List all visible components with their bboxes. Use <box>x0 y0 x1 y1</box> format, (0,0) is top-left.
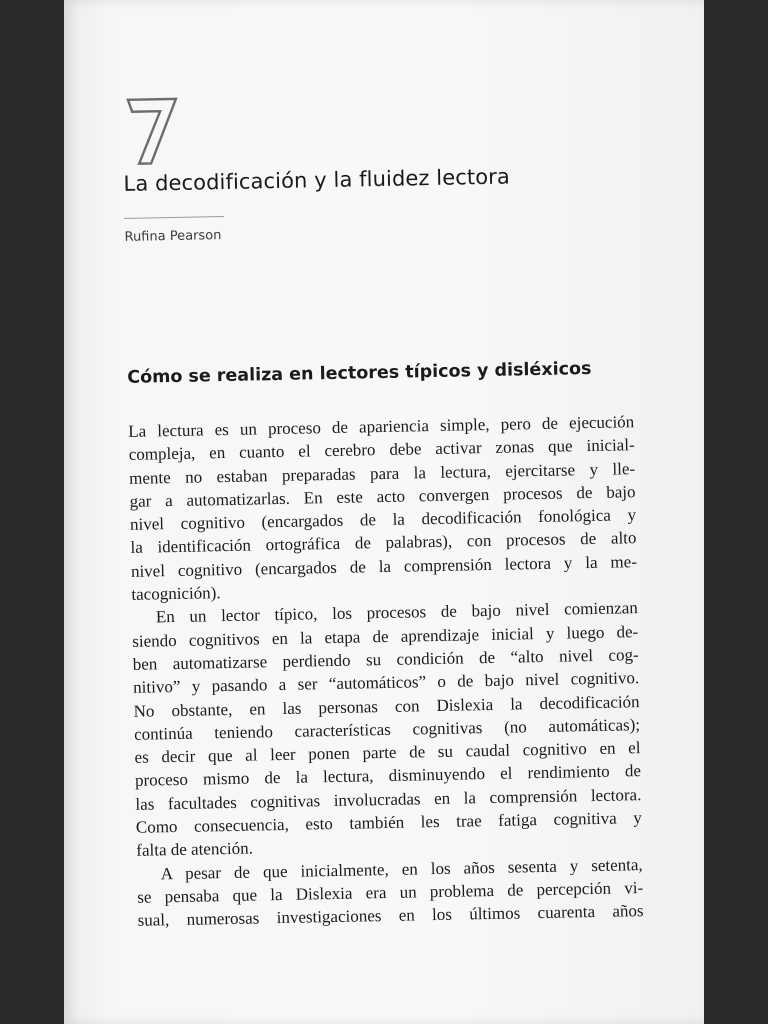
text-line: gar a automatizarlas. En este acto convergen procesos de bajo <box>129 482 636 511</box>
body-text <box>128 410 644 932</box>
text-line: es decir que al leer ponen parte de su caudal cognitivo en el <box>134 738 641 767</box>
text-line: proceso mismo de la lectura, disminuyendo el rendimiento de <box>134 761 642 791</box>
text-line: mente no estaban preparadas para la lectura, ejercitarse y lle- <box>128 458 636 488</box>
section-heading: Cómo se realiza en lectores típicos y disléxicos <box>127 358 592 388</box>
text-line: nivel cognitivo (encargados de la decodificación fonológica y <box>129 505 637 535</box>
text-line: la identificación ortográfica de palabras), con procesos de alto <box>130 528 637 558</box>
text-line: nitivo” y pasando a ser “automáticos” o de bajo nivel cognitivo. <box>133 668 640 698</box>
text-line: se pensaba que la Dislexia era un problema de percepción vi- <box>137 878 644 907</box>
text-line: compleja, en cuanto el cerebro debe activar zonas que inicial- <box>128 435 635 465</box>
text-line: nivel cognitivo (encargados de la comprensión lectora y la me- <box>130 551 638 581</box>
text-line: siendo cognitivos en la etapa de aprendizaje inicial y luego de- <box>132 621 639 651</box>
page-content <box>118 0 658 1024</box>
text-line: falta de atención. <box>136 838 254 861</box>
chapter-number-graphic <box>120 89 186 170</box>
text-line: La lectura es un proceso de apariencia simple, pero de ejecución <box>128 412 635 441</box>
title-divider <box>124 216 224 219</box>
text-line: continúa teniendo características cognitivas (no automáticas); <box>133 714 641 744</box>
text-line: sual, numerosas investigaciones en los últimos cuarenta años <box>137 901 644 931</box>
text-line: Como consecuencia, esto también les trae fatiga cognitiva y <box>135 808 642 837</box>
text-line: En un lector típico, los procesos de bajo nivel comienzan <box>155 598 638 627</box>
chapter-author: Rufina Pearson <box>124 228 222 245</box>
text-line: ben automatizarse perdiendo su condición de “alto nivel cog- <box>132 645 639 674</box>
text-line: A pesar de que inicialmente, en los años sesenta y setenta, <box>160 854 643 883</box>
text-line: tacognición). <box>131 583 221 604</box>
chapter-title: La decodificación y la fluidez lectora <box>123 164 511 196</box>
text-line: No obstante, en las personas con Dislexia la decodificación <box>133 691 640 721</box>
text-line: las facultades cognitivas involucradas en la comprensión lectora. <box>135 784 642 814</box>
book-page <box>64 0 704 1024</box>
